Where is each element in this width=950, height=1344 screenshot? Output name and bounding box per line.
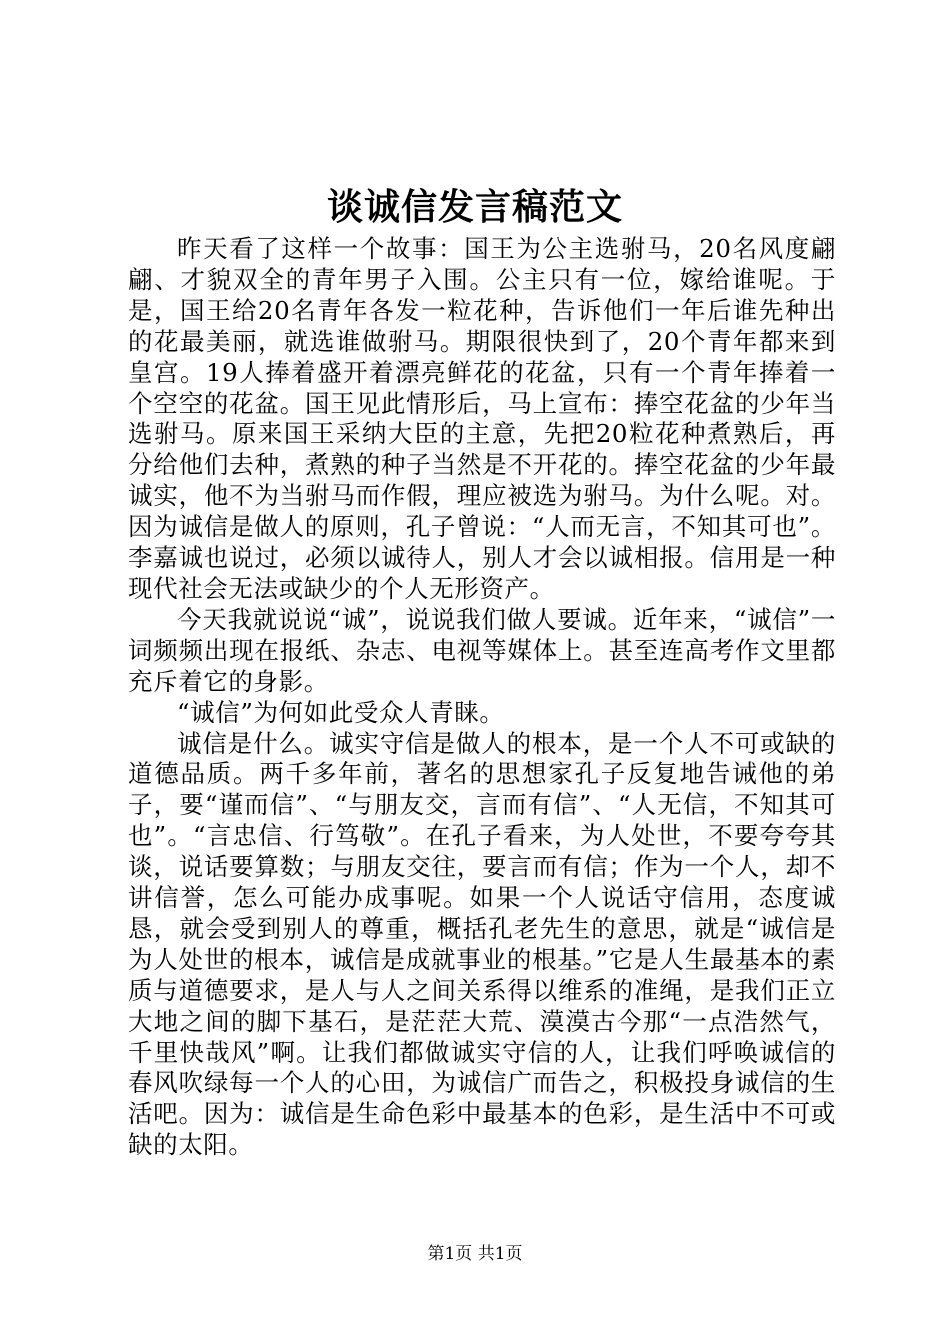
document-title: 谈诚信发言稿范文	[326, 186, 623, 228]
document-body	[128, 234, 836, 1161]
paragraph-today: 今天我就说说“诚”，说说我们做人要诚。近年来，“诚信”一词频频出现在报纸、杂志、电视等媒体上。甚至连高考作文里都充斥着它的身影。	[128, 604, 836, 696]
paragraph-story: 昨天看了这样一个故事：国王为公主选驸马，20名风度翩翩、才貌双全的青年男子入围。公主只有一位，嫁给谁呢。于是，国王给20名青年各发一粒花种，告诉他们一年后谁先种出的花最美丽，就选谁做驸马。期限很快到了，20个青年都来到皇宫。19人捧着盛开着漂亮鲜花的花盆，只有一个青年捧着一个空空的花盆。国王见此情形后，马上宣布：捧空花盆的少年当选驸马。原来国王采纳大臣的主意，先把20粒花种煮熟后，再分给他们去种，煮熟的种子当然是不开花的。捧空花盆的少年最诚实，他不为当驸马而作假，理应被选为驸马。为什么呢。对。因为诚信是做人的原则，孔子曾说：“人而无言，不知其可也”。李嘉诚也说过，必须以诚待人，别人才会以诚相报。信用是一种现代社会无法或缺少的个人无形资产。	[128, 234, 836, 603]
paragraph-question: “诚信”为何如此受众人青睐。	[177, 697, 505, 727]
page-footer: 第1页 共1页	[427, 1244, 523, 1264]
paragraph-definition: 诚信是什么。诚实守信是做人的根本，是一个人不可或缺的道德品质。两千多年前，著名的思想家孔子反复地告诫他的弟子，要“谨而信”、“与朋友交，言而有信”、“人无信，不知其可也”。“言忠信、行笃敬”。在孔子看来，为人处世，不要夸夸其谈，说话要算数；与朋友交往，要言而有信；作为一个人，却不讲信誉，怎么可能办成事呢。如果一个人说话守信用，态度诚恳，就会受到别人的尊重，概括孔老先生的意思，就是“诚信是为人处世的根本，诚信是成就事业的根基。”它是人生最基本的素质与道德要求，是人与人之间关系得以维系的准绳，是我们正立大地之间的脚下基石，是茫茫大荒、漠漠古今那“一点浩然气，千里快哉风”啊。让我们都做诚实守信的人，让我们呼唤诚信的春风吹绿每一个人的心田，为诚信广而告之，积极投身诚信的生活吧。因为：诚信是生命色彩中最基本的色彩，是生活中不可或缺的太阳。	[128, 728, 836, 1160]
